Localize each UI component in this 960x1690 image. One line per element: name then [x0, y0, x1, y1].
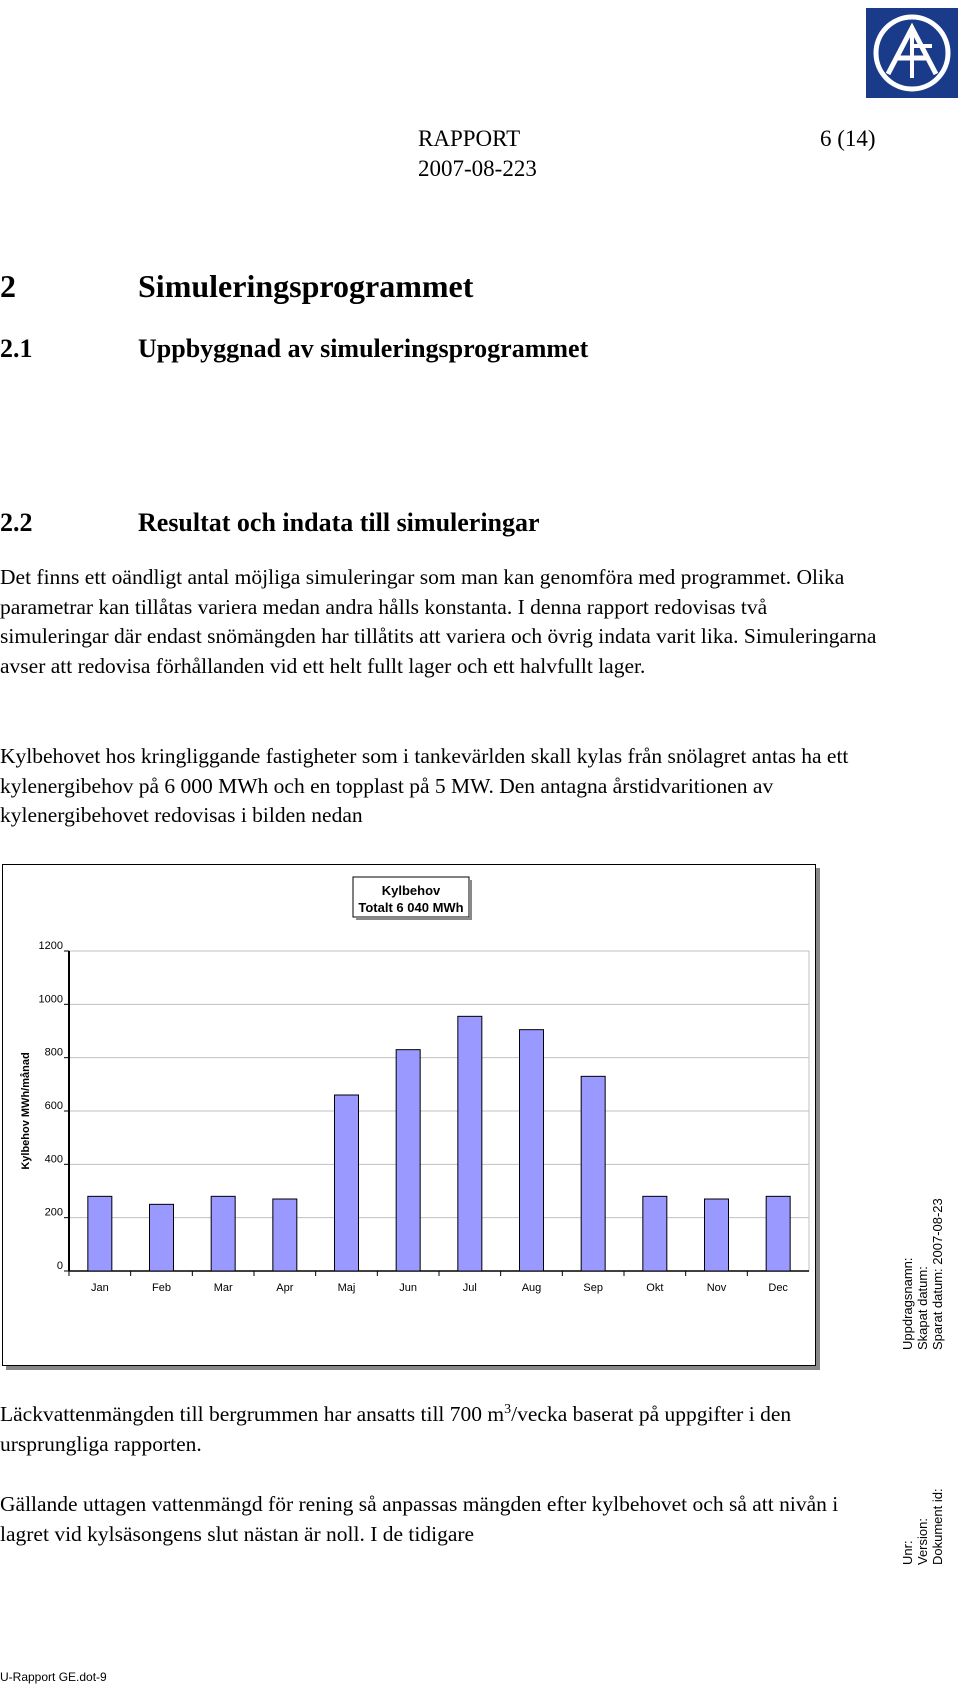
chart-title: Kylbehov	[381, 883, 441, 898]
side-unr: Unr:	[900, 1540, 915, 1565]
bar-dec	[766, 1196, 790, 1271]
x-tick-label: Jun	[399, 1282, 418, 1294]
x-tick-label: Aug	[521, 1282, 542, 1294]
side-meta-upper	[900, 1198, 945, 1350]
x-tick-label: Okt	[646, 1282, 664, 1294]
leak-text-before: Läckvattenmängden till bergrummen har ansatts till 700 m	[0, 1402, 505, 1426]
bar-okt	[643, 1196, 667, 1271]
bar-jan	[88, 1196, 112, 1271]
side-saved-date: Sparat datum: 2007-08-23	[930, 1198, 945, 1350]
bar-maj	[335, 1095, 359, 1271]
bar-jul	[458, 1016, 482, 1271]
x-tick-label: Maj	[337, 1282, 356, 1294]
y-tick-label: 1200	[38, 940, 63, 952]
paragraph-simulations: Det finns ett oändligt antal möjliga simuleringar som man kan genomföra med programmet. Olika parametrar kan tillåtas variera medan andra hålls konstanta. I denna rapport redovisas två simuleringar där endast snömängden har tillåtits att variera och övrig indata varit lika. Simuleringarna avser att redovisa förhållanden vid ett helt fullt lager och ett halvfullt lager.	[0, 565, 877, 678]
section-title: Uppbyggnad av simuleringsprogrammet	[138, 334, 589, 363]
section-heading-2-1	[0, 334, 588, 364]
paragraph-water-purification: Gällande uttagen vattenmängd för rening så anpassas mängden efter kylbehovet och så att nivån i lagret vid kylsäsongens slut nästan är noll. I de tidigare	[0, 1492, 839, 1546]
bar-nov	[705, 1199, 729, 1271]
y-tick-label: 1000	[38, 993, 63, 1006]
y-tick-label: 200	[44, 1206, 63, 1219]
side-document-id: Dokument id:	[930, 1488, 945, 1565]
paragraph-leak-water	[0, 1400, 880, 1459]
report-date: 2007-08-223	[418, 156, 537, 181]
section-number: 2.2	[0, 508, 33, 537]
x-tick-label: Feb	[152, 1282, 171, 1294]
y-tick-label: 600	[44, 1100, 63, 1112]
bar-sep	[581, 1076, 605, 1271]
report-label: RAPPORT	[418, 126, 521, 151]
bar-jun	[396, 1050, 420, 1271]
section-heading-2	[0, 268, 473, 305]
bar-mar	[211, 1196, 235, 1271]
side-meta-lower	[900, 1488, 945, 1565]
paragraph-cooling-demand: Kylbehovet hos kringliggande fastigheter som i tankevärlden skall kylas från snölagret antas ha ett kylenergibehov på 6 000 MWh och en topplast på 5 MW. Den antagna årstidvaritionen av kylenergibehovet redovisas i bilden nedan	[0, 744, 849, 827]
y-tick-label: 400	[44, 1153, 63, 1166]
x-tick-label: Dec	[768, 1282, 788, 1294]
cooling-demand-chart	[2, 864, 816, 1366]
chart-title-box-shadow	[469, 880, 472, 920]
x-tick-label: Jul	[462, 1282, 477, 1294]
section-number: 2	[0, 268, 16, 304]
side-version: Version:	[915, 1518, 930, 1565]
section-title: Simuleringsprogrammet	[138, 268, 474, 304]
side-assignment-name: Uppdragsnamn:	[900, 1257, 915, 1350]
section-title: Resultat och indata till simuleringar	[138, 508, 540, 537]
section-heading-2-2	[0, 508, 540, 538]
superscript-3: 3	[504, 1401, 512, 1417]
x-tick-label: Jan	[90, 1282, 109, 1294]
section-number: 2.1	[0, 334, 33, 363]
x-tick-label: Mar	[213, 1282, 233, 1294]
x-tick-label: Nov	[706, 1282, 727, 1294]
chart-canvas	[3, 865, 815, 1365]
bar-feb	[150, 1204, 174, 1271]
side-created-date: Skapat datum:	[915, 1266, 930, 1350]
chart-title-box-shadow	[356, 917, 472, 920]
bar-aug	[520, 1030, 544, 1271]
leak-text-after: /vecka baserat på uppgifter i den ursprungliga rapporten.	[0, 1402, 792, 1456]
bar-apr	[273, 1199, 297, 1271]
footer-template-name: U-Rapport GE.dot-9	[0, 1670, 107, 1684]
y-tick-label: 0	[56, 1260, 63, 1272]
y-tick-label: 800	[44, 1046, 63, 1059]
af-logo-icon	[866, 8, 958, 98]
x-tick-label: Sep	[583, 1282, 603, 1294]
x-tick-label: Apr	[276, 1282, 294, 1294]
y-axis-label: Kylbehov MWh/månad	[20, 1052, 32, 1170]
page-number: 6 (14)	[820, 126, 876, 151]
chart-subtitle: Totalt 6 040 MWh	[358, 900, 464, 915]
